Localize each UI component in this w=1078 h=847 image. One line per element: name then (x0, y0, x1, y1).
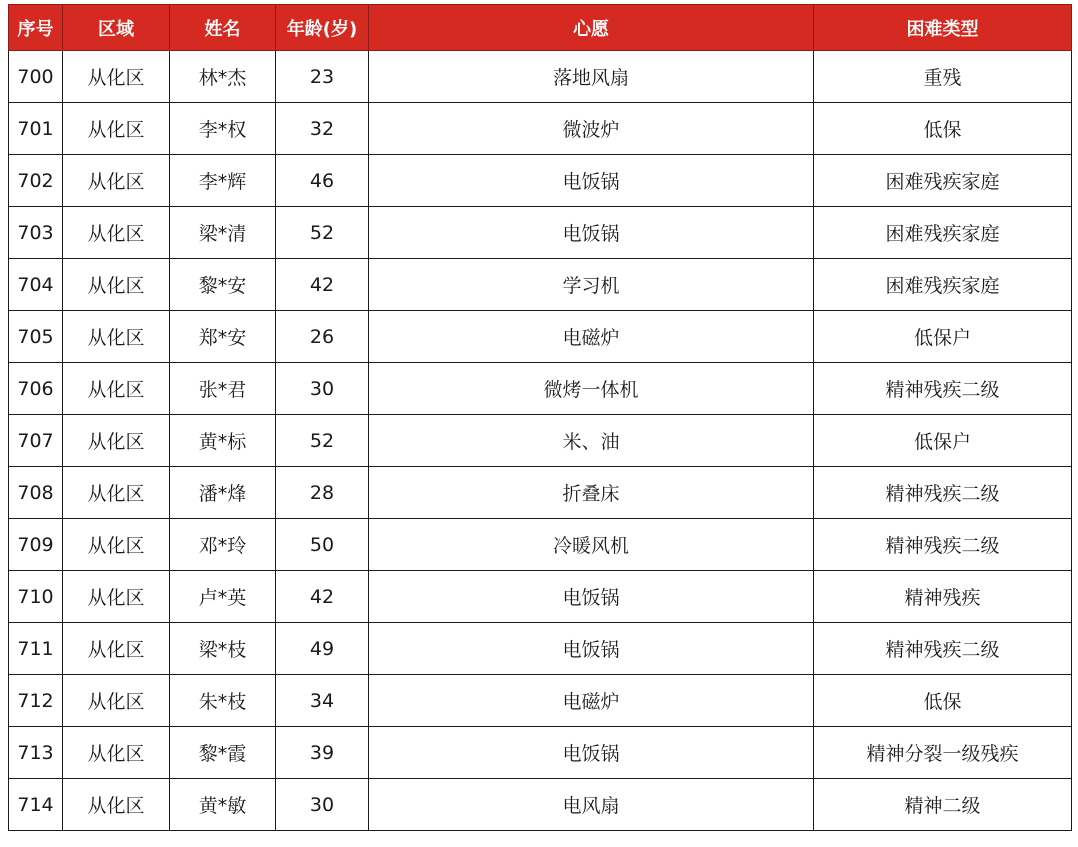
cell-index: 706 (9, 363, 63, 415)
table-row (9, 155, 1072, 207)
cell-age: 30 (276, 363, 369, 415)
cell-district: 从化区 (63, 415, 170, 467)
cell-hardship-type: 精神残疾二级 (814, 363, 1072, 415)
cell-district: 从化区 (63, 51, 170, 103)
cell-district: 从化区 (63, 623, 170, 675)
cell-index: 702 (9, 155, 63, 207)
cell-age: 52 (276, 207, 369, 259)
cell-district: 从化区 (63, 727, 170, 779)
cell-age: 46 (276, 155, 369, 207)
cell-wish: 电风扇 (369, 779, 814, 831)
cell-index: 700 (9, 51, 63, 103)
cell-index: 709 (9, 519, 63, 571)
cell-age: 50 (276, 519, 369, 571)
cell-index: 703 (9, 207, 63, 259)
cell-name: 黄*敏 (170, 779, 276, 831)
cell-hardship-type: 低保 (814, 675, 1072, 727)
cell-hardship-type: 困难残疾家庭 (814, 259, 1072, 311)
cell-district: 从化区 (63, 103, 170, 155)
column-header-index: 序号 (9, 5, 63, 51)
cell-age: 42 (276, 571, 369, 623)
cell-district: 从化区 (63, 779, 170, 831)
cell-hardship-type: 精神残疾二级 (814, 519, 1072, 571)
cell-age: 34 (276, 675, 369, 727)
table-row (9, 675, 1072, 727)
cell-index: 708 (9, 467, 63, 519)
wish-list-sheet (8, 4, 1072, 831)
column-header-name: 姓名 (170, 5, 276, 51)
cell-district: 从化区 (63, 571, 170, 623)
cell-age: 30 (276, 779, 369, 831)
cell-name: 卢*英 (170, 571, 276, 623)
cell-index: 714 (9, 779, 63, 831)
cell-index: 704 (9, 259, 63, 311)
cell-wish: 电饭锅 (369, 155, 814, 207)
cell-hardship-type: 低保户 (814, 415, 1072, 467)
cell-name: 黄*标 (170, 415, 276, 467)
cell-age: 39 (276, 727, 369, 779)
cell-name: 李*辉 (170, 155, 276, 207)
table-row (9, 623, 1072, 675)
table-row (9, 779, 1072, 831)
cell-name: 梁*枝 (170, 623, 276, 675)
table-row (9, 519, 1072, 571)
cell-wish: 学习机 (369, 259, 814, 311)
wish-list-table (8, 4, 1072, 831)
table-row (9, 467, 1072, 519)
column-header-age: 年龄(岁) (276, 5, 369, 51)
cell-index: 712 (9, 675, 63, 727)
cell-index: 701 (9, 103, 63, 155)
cell-hardship-type: 精神残疾 (814, 571, 1072, 623)
cell-age: 42 (276, 259, 369, 311)
cell-hardship-type: 低保户 (814, 311, 1072, 363)
cell-district: 从化区 (63, 155, 170, 207)
cell-index: 711 (9, 623, 63, 675)
cell-wish: 微烤一体机 (369, 363, 814, 415)
cell-district: 从化区 (63, 519, 170, 571)
cell-wish: 微波炉 (369, 103, 814, 155)
cell-district: 从化区 (63, 311, 170, 363)
cell-hardship-type: 精神残疾二级 (814, 467, 1072, 519)
cell-name: 张*君 (170, 363, 276, 415)
cell-name: 朱*枝 (170, 675, 276, 727)
cell-name: 梁*清 (170, 207, 276, 259)
cell-hardship-type: 精神残疾二级 (814, 623, 1072, 675)
cell-hardship-type: 精神二级 (814, 779, 1072, 831)
table-row (9, 415, 1072, 467)
cell-name: 潘*烽 (170, 467, 276, 519)
table-row (9, 727, 1072, 779)
cell-name: 李*权 (170, 103, 276, 155)
cell-index: 713 (9, 727, 63, 779)
table-row (9, 363, 1072, 415)
cell-district: 从化区 (63, 363, 170, 415)
cell-wish: 电磁炉 (369, 675, 814, 727)
cell-wish: 电饭锅 (369, 623, 814, 675)
table-row (9, 207, 1072, 259)
cell-name: 林*杰 (170, 51, 276, 103)
cell-district: 从化区 (63, 259, 170, 311)
table-row (9, 103, 1072, 155)
column-header-wish: 心愿 (369, 5, 814, 51)
cell-wish: 电磁炉 (369, 311, 814, 363)
cell-wish: 折叠床 (369, 467, 814, 519)
cell-hardship-type: 困难残疾家庭 (814, 207, 1072, 259)
table-body (9, 51, 1072, 831)
cell-index: 707 (9, 415, 63, 467)
cell-index: 705 (9, 311, 63, 363)
table-row (9, 259, 1072, 311)
cell-wish: 落地风扇 (369, 51, 814, 103)
cell-hardship-type: 困难残疾家庭 (814, 155, 1072, 207)
table-header-row (9, 5, 1072, 51)
cell-age: 26 (276, 311, 369, 363)
cell-age: 52 (276, 415, 369, 467)
column-header-district: 区域 (63, 5, 170, 51)
cell-name: 邓*玲 (170, 519, 276, 571)
cell-wish: 冷暖风机 (369, 519, 814, 571)
cell-wish: 米、油 (369, 415, 814, 467)
cell-age: 49 (276, 623, 369, 675)
column-header-hardship-type: 困难类型 (814, 5, 1072, 51)
cell-index: 710 (9, 571, 63, 623)
cell-wish: 电饭锅 (369, 571, 814, 623)
cell-age: 28 (276, 467, 369, 519)
cell-name: 黎*霞 (170, 727, 276, 779)
cell-district: 从化区 (63, 207, 170, 259)
cell-hardship-type: 低保 (814, 103, 1072, 155)
cell-age: 23 (276, 51, 369, 103)
cell-wish: 电饭锅 (369, 207, 814, 259)
cell-name: 黎*安 (170, 259, 276, 311)
cell-district: 从化区 (63, 467, 170, 519)
table-row (9, 311, 1072, 363)
cell-hardship-type: 精神分裂一级残疾 (814, 727, 1072, 779)
table-row (9, 571, 1072, 623)
cell-name: 郑*安 (170, 311, 276, 363)
cell-hardship-type: 重残 (814, 51, 1072, 103)
cell-wish: 电饭锅 (369, 727, 814, 779)
table-row (9, 51, 1072, 103)
cell-district: 从化区 (63, 675, 170, 727)
cell-age: 32 (276, 103, 369, 155)
